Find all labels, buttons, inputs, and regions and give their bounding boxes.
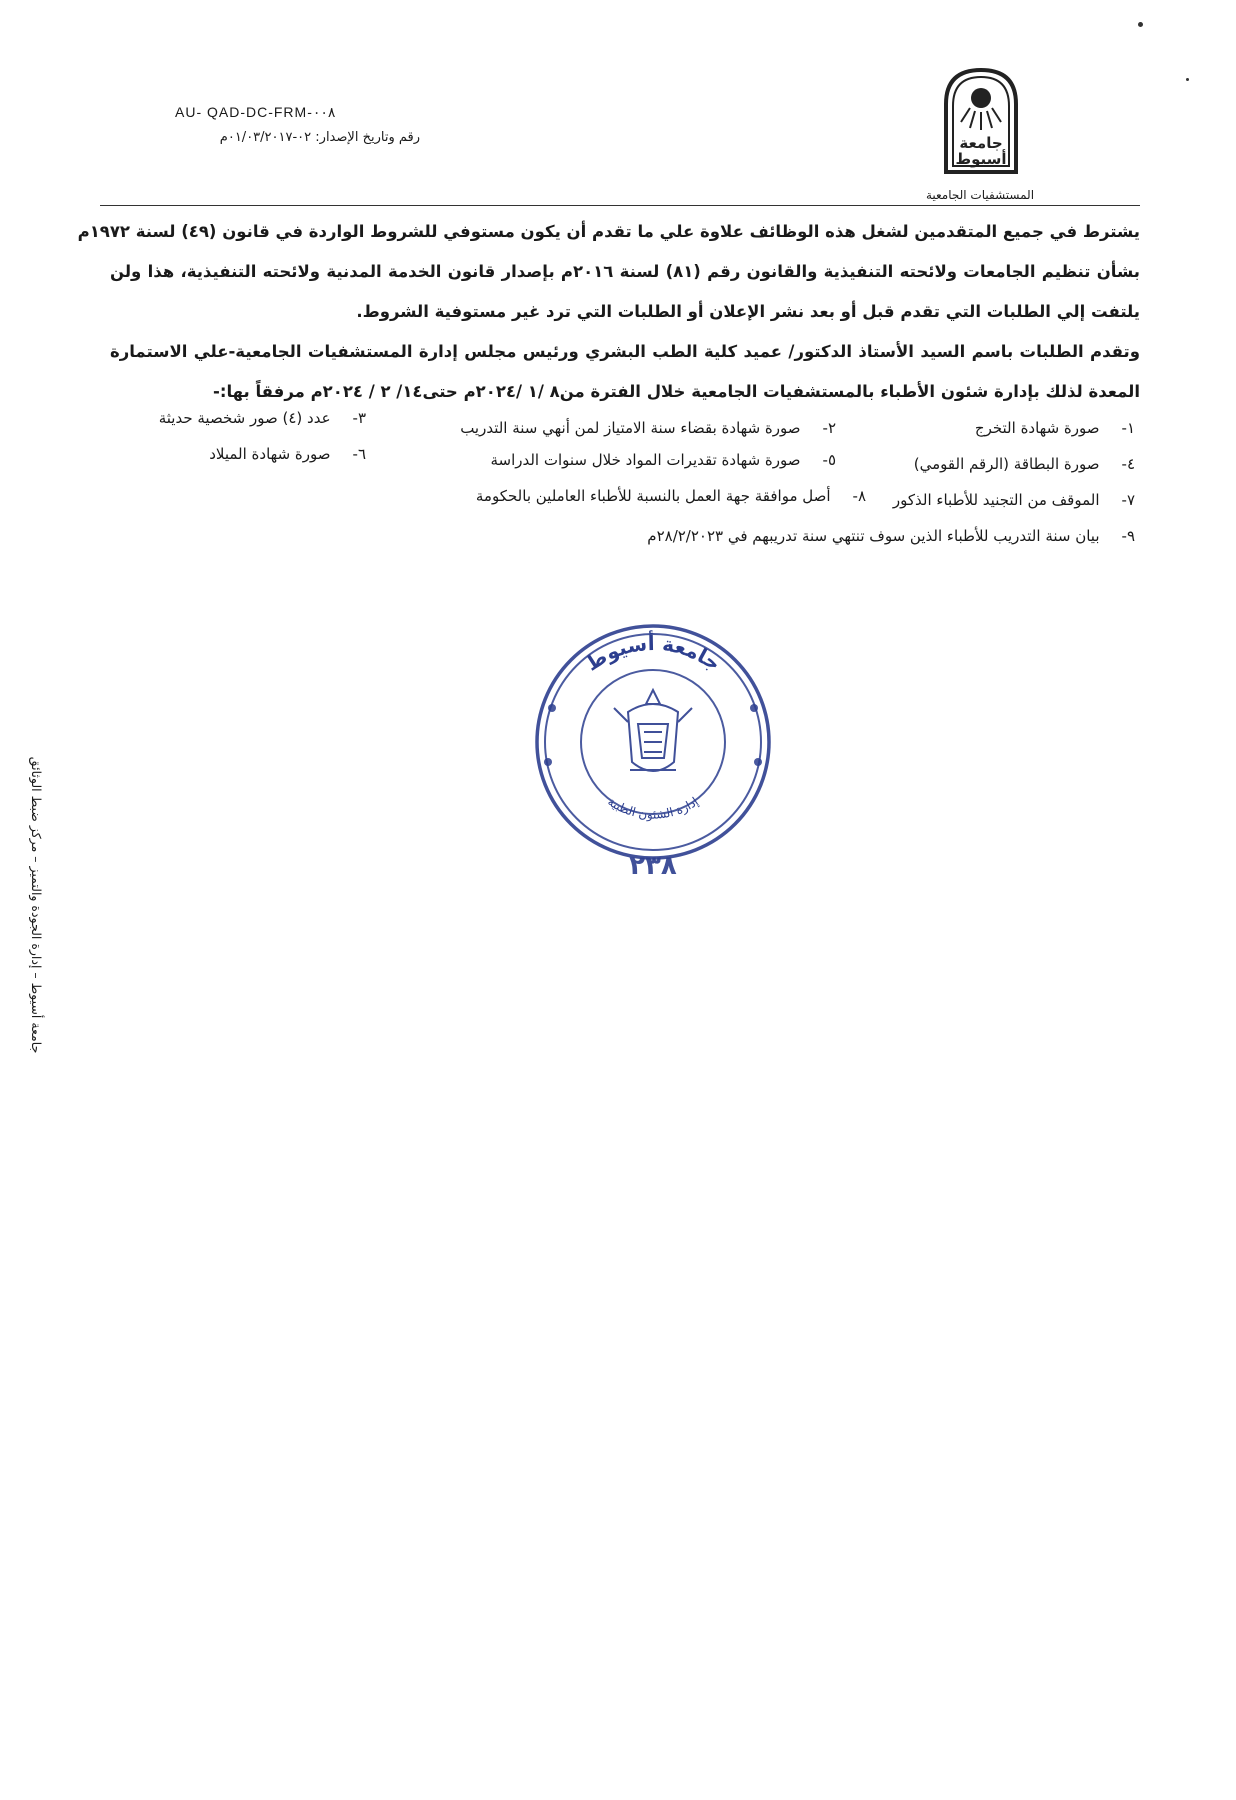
body-line-4: وتقدم الطلبات باسم السيد الأستاذ الدكتور/ عميد كلية الطب البشري ورئيس مجلس إدارة المستشفيات الجامعية-علي الاستمارة [110, 342, 1140, 361]
requirement-item: ٣-عدد (٤) صور شخصية حديثة [158, 409, 366, 427]
header-divider [100, 205, 1140, 206]
body-line-2: بشأن تنظيم الجامعات ولائحته التنفيذية والقانون رقم (٨١) لسنة ٢٠١٦م بإصدار قانون الخدمة المدنية ولائحته التنفيذية، هذا ولن [110, 262, 1140, 281]
body-line-5: المعدة لذلك بإدارة شئون الأطباء بالمستشفيات الجامعية خلال الفترة من٨ /١ /٢٠٢٤م حتى١٤/ ٢ / ٢٠٢٤م مرفقاً بها:- [213, 382, 1140, 401]
scan-speck [1186, 78, 1189, 81]
side-margin-note: جامعة أسيوط – إدارة الجودة والتميز – مركز ضبط الوثائق [29, 756, 44, 1054]
university-logo [940, 64, 1022, 176]
issue-date-label: رقم وتاريخ الإصدار: [315, 130, 420, 145]
official-stamp [518, 612, 788, 882]
scan-speck [1138, 22, 1143, 27]
issue-date-value: ٠٢-٠١/٠٣/٢٠١٧م [219, 130, 312, 145]
requirement-item: ٦-صورة شهادة الميلاد [209, 445, 366, 463]
svg-text:أسيوط: أسيوط [955, 150, 1007, 168]
svg-text:إدارة الشئون الطبية [605, 794, 701, 822]
requirement-item: ٢-صورة شهادة بقضاء سنة الامتياز لمن أنهي سنة التدريب [460, 419, 836, 437]
stamp-top-text: جامعة أسيوط [580, 630, 726, 676]
requirement-item: ٧-الموقف من التجنيد للأطباء الذكور [892, 491, 1135, 509]
form-code: AU- QAD-DC-FRM-٠٠٨ [175, 104, 336, 120]
svg-text:جامعة: جامعة [959, 134, 1003, 152]
requirement-item: ٨-أصل موافقة جهة العمل بالنسبة للأطباء العاملين بالحكومة [475, 487, 866, 505]
body-line-1: يشترط في جميع المتقدمين لشغل هذه الوظائف علاوة علي ما تقدم أن يكون مستوفي للشروط الواردة في قانون (٤٩) لسنة ١٩٧٢م [77, 222, 1140, 241]
issue-date-line [150, 130, 420, 145]
logo-caption: المستشفيات الجامعية [925, 188, 1035, 202]
body-line-3: يلتفت إلي الطلبات التي تقدم قبل أو بعد نشر الإعلان أو الطلبات التي ترد غير مستوفية الشروط. [356, 302, 1140, 321]
requirement-item: ٩-بيان سنة التدريب للأطباء الذين سوف تنتهي سنة تدريبهم في ٢٨/٢/٢٠٢٣م [647, 527, 1135, 545]
stamp-serial: ٢٣٨ [629, 851, 677, 881]
requirement-item: ٤-صورة البطاقة (الرقم القومي) [913, 455, 1135, 473]
requirement-item: ٥-صورة شهادة تقديرات المواد خلال سنوات الدراسة [490, 451, 836, 469]
requirement-item: ١-صورة شهادة التخرج [974, 419, 1135, 437]
stamp-bottom-text: إدارة الشئون الطبية [605, 794, 701, 822]
